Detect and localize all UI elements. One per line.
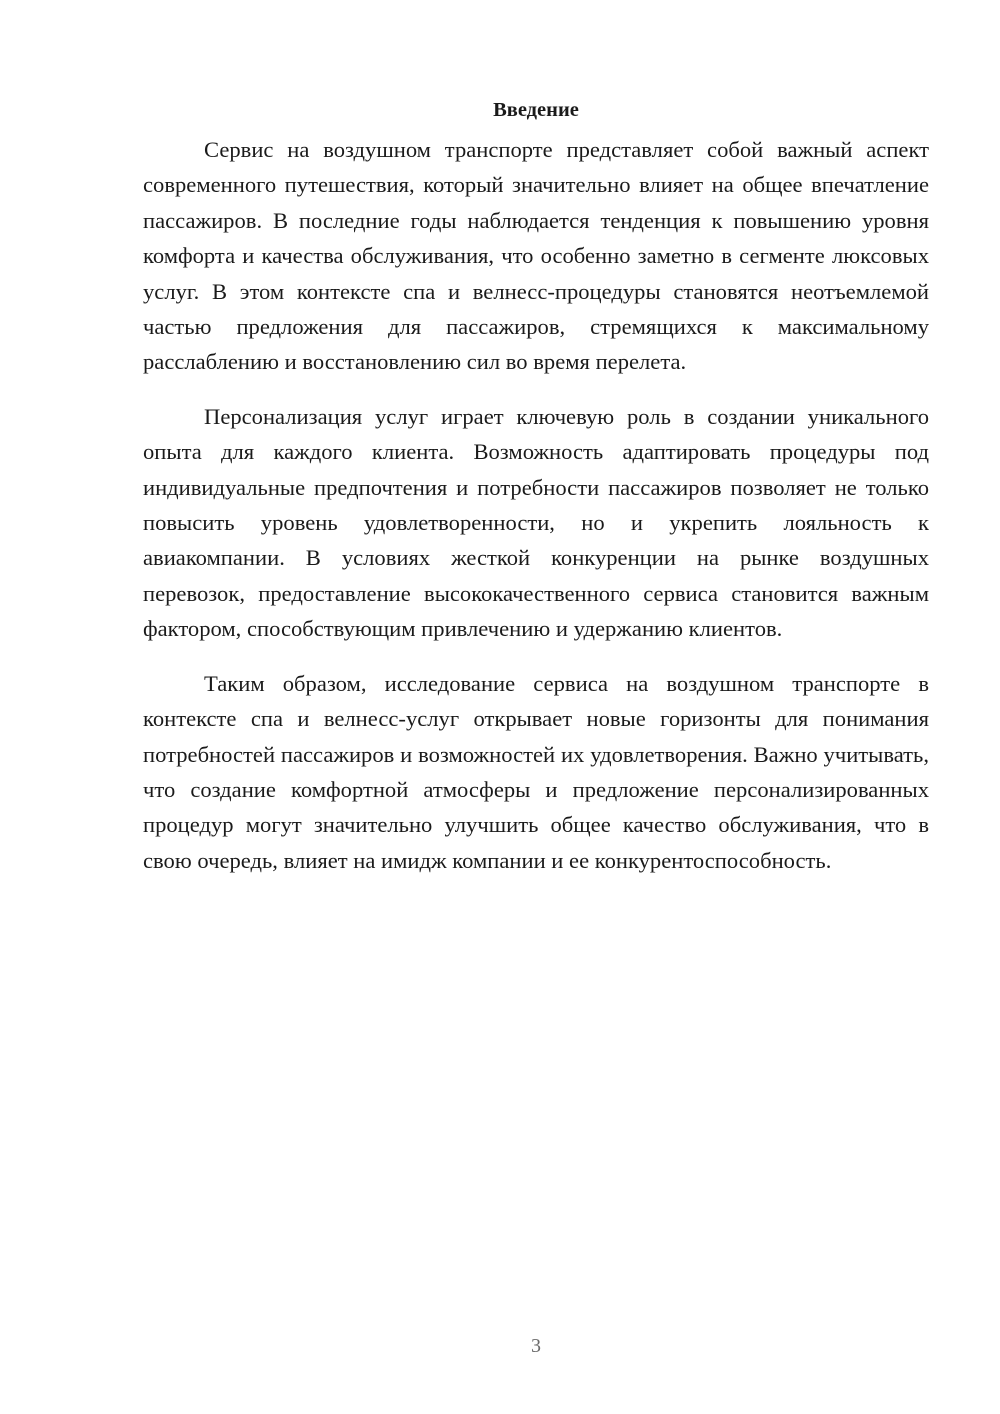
section-heading: Введение [493, 99, 579, 121]
page-content [143, 96, 929, 897]
page-number: 3 [531, 1335, 541, 1357]
paragraph-personalization: Персонализация услуг играет ключевую роль в создании уникального опыта для каждого клиента. Возможность адаптировать процедуры под индивидуальные предпочтения и потребности пассажиров позволяет не только повысить уровень удовлетворенности, но и укрепить лояльность к авиакомпании. В условиях жесткой конкуренции на рынке воздушных перевозок, предоставление высококачественного сервиса становится важным фактором, способствующим привлечению и удержанию клиентов. [143, 403, 929, 642]
paragraph-intro: Сервис на воздушном транспорте представляет собой важный аспект современного путешествия, который значительно влияет на общее впечатление пассажиров. В последние годы наблюдается тенденция к повышению уровня комфорта и качества обслуживания, что особенно заметно в сегменте люксовых услуг. В этом контексте спа и велнесс-процедуры становятся неотъемлемой частью предложения для пассажиров, стремящихся к максимальному расслаблению и восстановлению сил во время перелета. [143, 137, 929, 375]
paragraph-conclusion: Таким образом, исследование сервиса на воздушном транспорте в контексте спа и велнесс-услуг открывает новые горизонты для понимания потребностей пассажиров и возможностей их удовлетворения. Важно учитывать, что создание комфортной атмосферы и предложение персонализированных процедур могут значительно улучшить общее качество обслуживания, что в свою очередь, влияет на имидж компании и ее конкурентоспособность. [143, 670, 929, 873]
